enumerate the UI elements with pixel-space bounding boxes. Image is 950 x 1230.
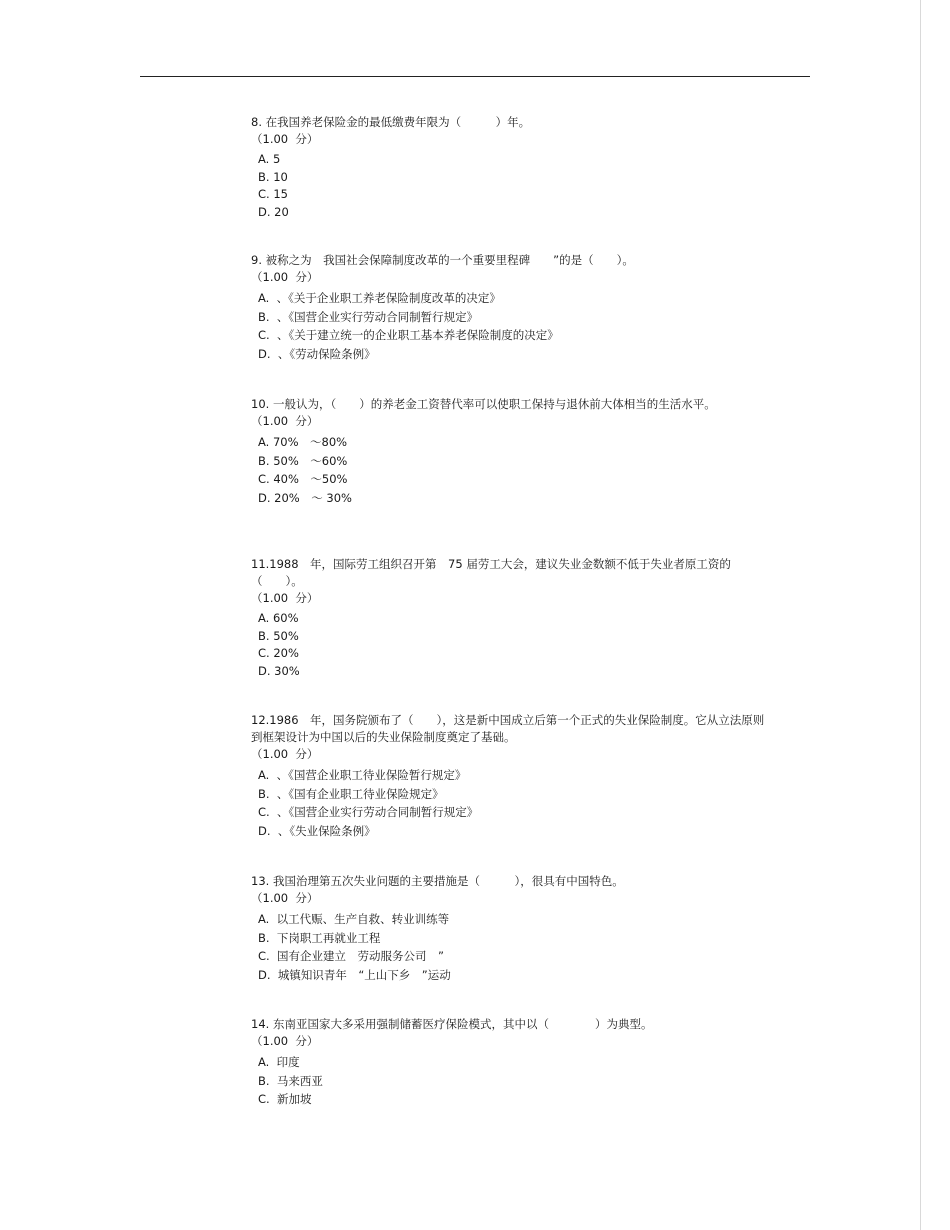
question-text: 9. 被称之为 我国社会保障制度改革的一个重要里程碑 ”的是（ ）。 <box>251 253 634 267</box>
question-12 <box>251 712 766 840</box>
question-9 <box>251 252 781 363</box>
question-text: 12.1986 年，国务院颁布了（ ），这是新中国成立后第一个正式的失业保险制度。它从立法原则到框架设计为中国以后的失业保险制度奠定了基础。 <box>251 713 765 744</box>
option-c: C. 、《国营企业实行劳动合同制暂行规定》 <box>258 805 479 819</box>
option-b: B. 、《国营企业实行劳动合同制暂行规定》 <box>258 309 479 324</box>
question-text: 13. 我国治理第五次失业问题的主要措施是（ ），很具有中国特色。 <box>251 874 624 888</box>
option-c: C. 国有企业建立 劳动服务公司 ” <box>258 949 444 963</box>
option-a: A. 以工代赈、生产自救、转业训练等 <box>258 912 450 926</box>
option-c: C. 、《关于建立统一的企业职工基本养老保险制度的决定》 <box>258 328 559 342</box>
question-11 <box>251 556 776 680</box>
option-d: D. 城镇知识青年 “上山下乡 ”运动 <box>258 967 451 982</box>
question-8 <box>251 114 781 221</box>
question-score: （1.00 分） <box>251 132 319 146</box>
question-score: （1.00 分） <box>251 414 319 428</box>
option-c: C. 15 <box>258 187 288 201</box>
question-score: （1.00 分） <box>251 891 319 905</box>
option-c: C. 40% ～50% <box>258 472 348 486</box>
option-d: D. 、《失业保险条例》 <box>258 823 376 838</box>
option-list <box>258 910 781 984</box>
option-b: B. 50% <box>258 628 299 643</box>
option-a: A. 5 <box>258 152 281 166</box>
option-b: B. 50% ～60% <box>258 453 348 468</box>
question-13 <box>251 873 781 984</box>
question-10 <box>251 396 751 507</box>
option-list <box>258 433 751 507</box>
header-rule <box>140 76 810 77</box>
question-score: （1.00 分） <box>251 270 319 284</box>
option-a: A. 60% <box>258 611 299 625</box>
option-a: A. 印度 <box>258 1055 300 1069</box>
question-score: （1.00 分） <box>251 1034 319 1048</box>
option-a: A. 、《关于企业职工养老保险制度改革的决定》 <box>258 291 501 305</box>
option-c: C. 新加坡 <box>258 1092 312 1106</box>
option-a: A. 70% ～80% <box>258 435 348 449</box>
question-text: 11.1988 年，国际劳工组织召开第 75 届劳工大会，建议失业金数额不低于失业者原工资的（ ）。 <box>251 557 731 588</box>
question-14 <box>251 1016 781 1109</box>
page-edge-line <box>920 0 921 1230</box>
question-text: 8. 在我国养老保险金的最低缴费年限为（ ）年。 <box>251 115 531 129</box>
option-b: B. 10 <box>258 169 288 184</box>
option-list <box>258 151 781 221</box>
question-score: （1.00 分） <box>251 591 319 605</box>
option-c: C. 20% <box>258 646 299 660</box>
option-b: B. 马来西亚 <box>258 1073 323 1088</box>
option-d: D. 20% ～ 30% <box>258 490 352 505</box>
option-b: B. 、《国有企业职工待业保险规定》 <box>258 786 444 801</box>
option-list <box>258 289 781 363</box>
option-b: B. 下岗职工再就业工程 <box>258 930 381 945</box>
question-text: 10. 一般认为，（ ）的养老金工资替代率可以使职工保持与退休前大体相当的生活水平。 <box>251 397 716 411</box>
option-d: D. 30% <box>258 663 300 678</box>
question-score: （1.00 分） <box>251 747 319 761</box>
option-list <box>258 610 776 680</box>
option-list <box>258 766 766 840</box>
option-d: D. 、《劳动保险条例》 <box>258 346 376 361</box>
question-text: 14. 东南亚国家大多采用强制储蓄医疗保险模式，其中以（ ）为典型。 <box>251 1017 653 1031</box>
option-list <box>258 1053 781 1109</box>
option-a: A. 、《国营企业职工待业保险暂行规定》 <box>258 768 467 782</box>
option-d: D. 20 <box>258 204 289 219</box>
